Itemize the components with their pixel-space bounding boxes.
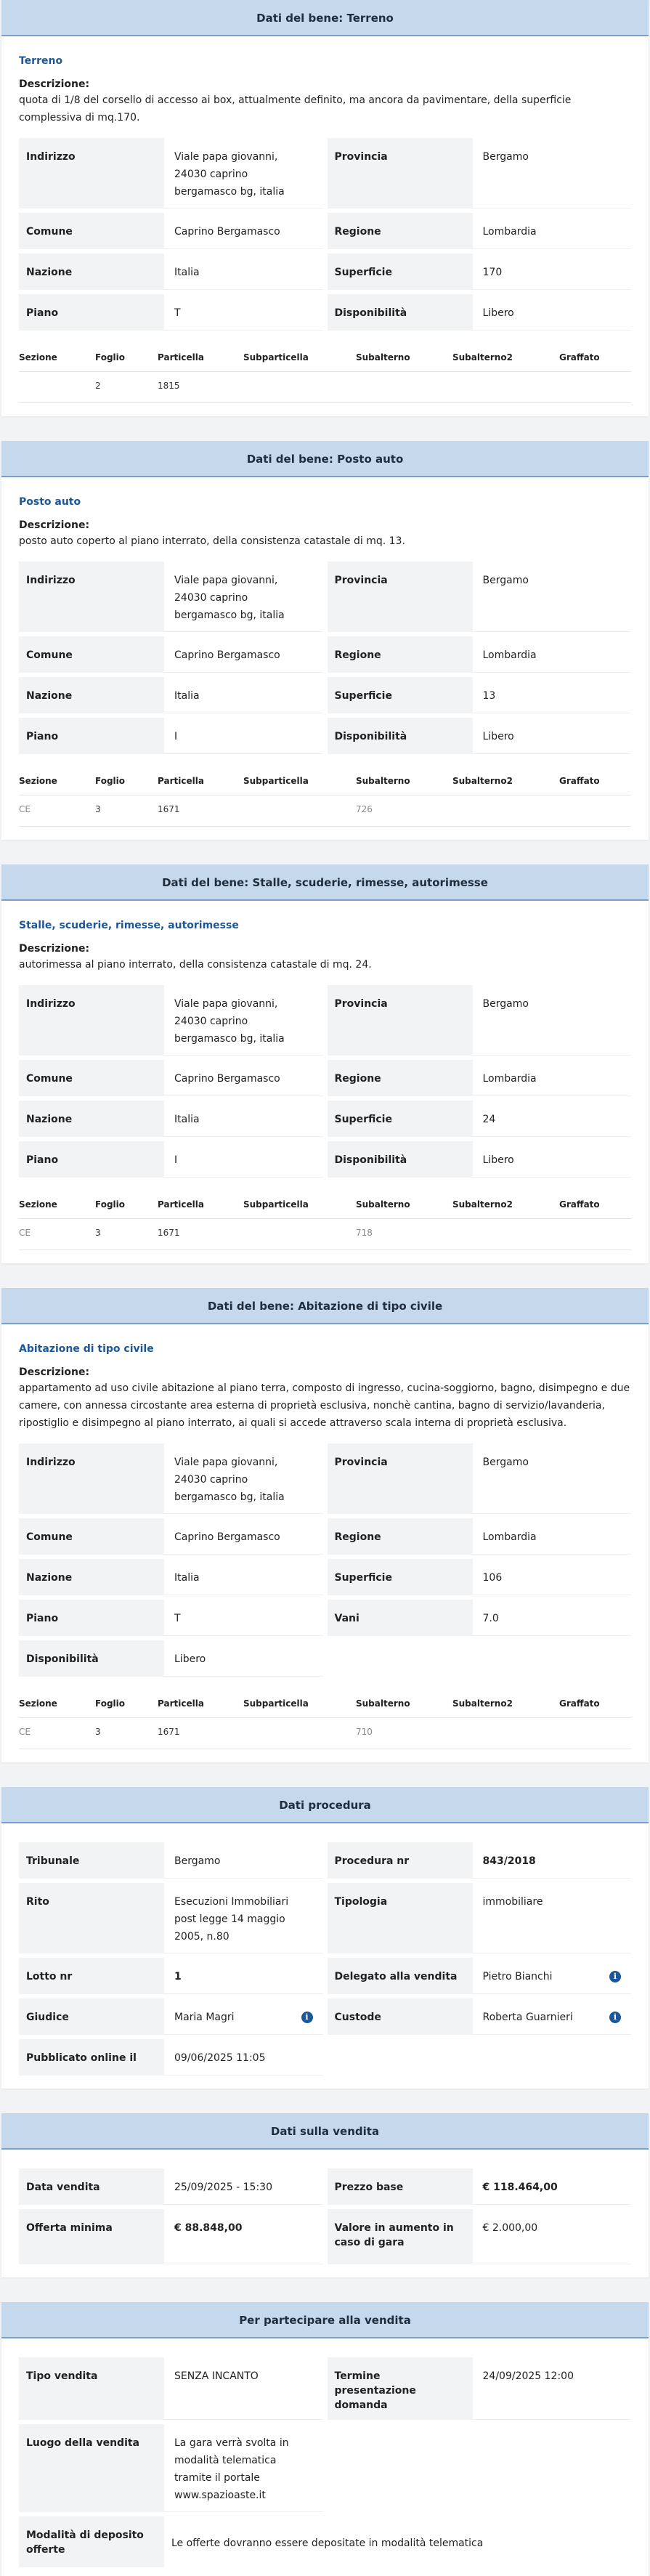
provincia-value: Bergamo <box>473 562 632 632</box>
cad-col-particella: Particella <box>158 776 204 786</box>
nazione-label: Nazione <box>19 254 164 290</box>
piano-value: I <box>164 1141 323 1178</box>
disponibilita-field <box>328 294 632 331</box>
regione-value: Lombardia <box>473 636 632 673</box>
comune-field <box>19 1518 323 1555</box>
bene-card <box>1 864 649 1263</box>
termine-value: 24/09/2025 12:00 <box>473 2357 632 2420</box>
piano-field <box>19 1600 323 1636</box>
luogo-field <box>19 2424 323 2512</box>
bene-header: Dati del bene: Stalle, scuderie, rimesse, autorimesse <box>1 864 649 901</box>
cadastral-table <box>19 1698 631 1749</box>
table-row <box>19 1718 631 1749</box>
procedura-nr-value: 843/2018 <box>473 1842 632 1879</box>
provincia-value: Bergamo <box>473 1443 632 1514</box>
comune-label: Comune <box>19 636 164 673</box>
piano-field <box>19 294 323 331</box>
cad-particella: 1671 <box>158 1727 180 1737</box>
data-vendita-field <box>19 2168 323 2205</box>
cad-col-foglio: Foglio <box>95 776 126 786</box>
nazione-value: Italia <box>164 254 323 290</box>
cad-subparticella <box>243 381 356 391</box>
superficie-field <box>328 1101 632 1137</box>
cad-col-particella: Particella <box>158 1698 204 1709</box>
termine-field <box>328 2357 632 2420</box>
cad-subparticella <box>243 804 356 814</box>
info-icon[interactable]: i <box>609 1971 621 1982</box>
cad-subparticella <box>243 1228 356 1238</box>
disponibilita-label: Disponibilità <box>19 1640 164 1677</box>
bene-header: Dati del bene: Abitazione di tipo civile <box>1 1288 649 1324</box>
cad-subalterno2 <box>452 804 559 814</box>
regione-label: Regione <box>328 636 473 673</box>
cadastral-table <box>19 352 631 403</box>
piano-label: Piano <box>19 1600 164 1636</box>
bene-subtitle: Posto auto <box>19 496 81 508</box>
cad-col-subalterno2: Subalterno2 <box>452 1698 513 1709</box>
bene-subtitle: Abitazione di tipo civile <box>19 1343 154 1355</box>
cad-col-foglio: Foglio <box>95 1698 126 1709</box>
cad-col-sezione: Sezione <box>19 1199 57 1210</box>
regione-value: Lombardia <box>473 1060 632 1096</box>
custode-field <box>328 1998 632 2035</box>
tipo-vendita-value: SENZA INCANTO <box>164 2357 323 2420</box>
aumento-value: € 2.000,00 <box>473 2209 632 2264</box>
cad-foglio: 3 <box>95 1727 101 1737</box>
partecipare-card <box>1 2302 649 2576</box>
procedura-nr-label: Procedura nr <box>328 1842 473 1879</box>
lotto-value: 1 <box>164 1958 323 1994</box>
nazione-field <box>19 254 323 290</box>
superficie-label: Superficie <box>328 1101 473 1137</box>
info-icon[interactable]: i <box>609 2012 621 2023</box>
luogo-label: Luogo della vendita <box>19 2424 164 2512</box>
piano-field <box>19 1141 323 1178</box>
tipologia-field <box>328 1883 632 1953</box>
cad-subalterno <box>356 381 452 391</box>
piano-value: T <box>164 1600 323 1636</box>
aumento-label: Valore in aumento in caso di gara <box>328 2209 473 2264</box>
termine-label: Termine presentazione domanda <box>328 2357 473 2420</box>
tipologia-value: immobiliare <box>473 1883 632 1953</box>
tribunale-value: Bergamo <box>164 1842 323 1879</box>
cad-sezione: CE <box>19 804 31 814</box>
superficie-field <box>328 677 632 713</box>
cadastral-header-row <box>19 1698 631 1718</box>
piano-label: Piano <box>19 294 164 331</box>
cad-col-particella: Particella <box>158 1199 204 1210</box>
pubblicato-field <box>19 2039 323 2075</box>
cad-col-sezione: Sezione <box>19 352 57 362</box>
indirizzo-label: Indirizzo <box>19 985 164 1056</box>
provincia-label: Provincia <box>328 138 473 208</box>
superficie-value: 13 <box>473 677 632 713</box>
cad-subparticella <box>243 1727 356 1737</box>
custode-label: Custode <box>328 1998 473 2035</box>
provincia-field <box>328 985 632 1056</box>
cad-subalterno2 <box>452 1228 559 1238</box>
cad-foglio: 3 <box>95 1228 101 1238</box>
tribunale-field <box>19 1842 323 1879</box>
prezzo-base-label: Prezzo base <box>328 2168 473 2205</box>
cad-particella: 1671 <box>158 804 180 814</box>
pubblicato-label: Pubblicato online il <box>19 2039 164 2075</box>
superficie-label: Superficie <box>328 677 473 713</box>
vani-value: 7.0 <box>473 1600 632 1636</box>
deposito-field <box>19 2516 631 2567</box>
bene-subtitle: Stalle, scuderie, rimesse, autorimesse <box>19 920 239 931</box>
data-vendita-label: Data vendita <box>19 2168 164 2205</box>
cad-col-subalterno: Subalterno <box>356 352 410 362</box>
comune-value: Caprino Bergamasco <box>164 636 323 673</box>
comune-label: Comune <box>19 213 164 249</box>
lotto-field <box>19 1958 323 1994</box>
data-vendita-value: 25/09/2025 - 15:30 <box>164 2168 323 2205</box>
piano-field <box>19 718 323 754</box>
cad-col-subalterno2: Subalterno2 <box>452 352 513 362</box>
regione-label: Regione <box>328 1060 473 1096</box>
provincia-field <box>328 562 632 632</box>
vani-field <box>328 1600 632 1636</box>
regione-label: Regione <box>328 1518 473 1555</box>
piano-label: Piano <box>19 718 164 754</box>
luogo-value: La gara verrà svolta in modalità telematica tramite il portale www.spazioaste.it <box>164 2424 323 2512</box>
disponibilita-value: Libero <box>164 1640 323 1677</box>
regione-field <box>328 636 632 673</box>
aumento-field <box>328 2209 632 2264</box>
nazione-value: Italia <box>164 677 323 713</box>
cad-col-graffato: Graffato <box>559 1698 600 1709</box>
bene-subtitle: Terreno <box>19 55 63 67</box>
cad-col-subparticella: Subparticella <box>243 1199 309 1210</box>
cad-col-subparticella: Subparticella <box>243 1698 309 1709</box>
superficie-field <box>328 1559 632 1595</box>
cad-col-subalterno: Subalterno <box>356 776 410 786</box>
delegato-value: Pietro Bianchi <box>482 1971 553 1982</box>
nazione-value: Italia <box>164 1101 323 1137</box>
cad-subalterno: 710 <box>356 1727 373 1737</box>
description-label: Descrizione: <box>19 78 90 90</box>
cad-subalterno: 718 <box>356 1228 373 1238</box>
indirizzo-field <box>19 138 323 208</box>
delegato-field <box>328 1958 632 1994</box>
disponibilita-label: Disponibilità <box>328 294 473 331</box>
cad-particella: 1671 <box>158 1228 180 1238</box>
description-text: appartamento ad uso civile abitazione al piano terra, composto di ingresso, cucina-soggiorno, bagno, disimpegno e due camere, con annessa circostante area esterna di proprietà esclusiva, nonchè cantina, bagno di servizio/lavanderia, ripostiglio e disimpegno al piano interrato, ai quali si accede attraverso scala interna di proprietà esclusiva. <box>19 1382 630 1429</box>
giudice-value-wrap <box>164 1998 323 2035</box>
cad-col-subparticella: Subparticella <box>243 776 309 786</box>
vendita-header: Dati sulla vendita <box>1 2113 649 2150</box>
cad-graffato <box>559 381 632 391</box>
provincia-label: Provincia <box>328 985 473 1056</box>
indirizzo-field <box>19 985 323 1056</box>
cad-foglio: 2 <box>95 381 101 391</box>
superficie-field <box>328 254 632 290</box>
tipo-vendita-label: Tipo vendita <box>19 2357 164 2420</box>
cad-col-foglio: Foglio <box>95 1199 126 1210</box>
cad-col-subalterno: Subalterno <box>356 1698 410 1709</box>
cad-graffato <box>559 804 632 814</box>
indirizzo-label: Indirizzo <box>19 1443 164 1514</box>
giudice-field <box>19 1998 323 2035</box>
custode-value: Roberta Guarnieri <box>482 2012 573 2023</box>
nazione-label: Nazione <box>19 677 164 713</box>
vendita-card <box>1 2113 649 2277</box>
disponibilita-field <box>19 1640 323 1677</box>
nazione-value: Italia <box>164 1559 323 1595</box>
disponibilita-label: Disponibilità <box>328 1141 473 1178</box>
offerta-minima-value: € 88.848,00 <box>164 2209 323 2264</box>
indirizzo-field <box>19 1443 323 1514</box>
cad-graffato <box>559 1727 632 1737</box>
provincia-value: Bergamo <box>473 985 632 1056</box>
description-label: Descrizione: <box>19 1366 90 1378</box>
rito-label: Rito <box>19 1883 164 1953</box>
beni-list <box>1 0 649 1762</box>
provincia-field <box>328 1443 632 1514</box>
description-text: autorimessa al piano interrato, della consistenza catastale di mq. 24. <box>19 959 372 971</box>
indirizzo-label: Indirizzo <box>19 562 164 632</box>
description-text: posto auto coperto al piano interrato, della consistenza catastale di mq. 13. <box>19 535 405 547</box>
procedura-header: Dati procedura <box>1 1787 649 1823</box>
regione-label: Regione <box>328 213 473 249</box>
bene-header: Dati del bene: Terreno <box>1 0 649 36</box>
cad-sezione <box>19 381 95 391</box>
rito-value: Esecuzioni Immobiliari post legge 14 maggio 2005, n.80 <box>164 1883 323 1953</box>
procedura-card <box>1 1787 649 2089</box>
cad-sezione: CE <box>19 1228 31 1238</box>
nazione-field <box>19 677 323 713</box>
cad-col-subalterno: Subalterno <box>356 1199 410 1210</box>
indirizzo-label: Indirizzo <box>19 138 164 208</box>
indirizzo-value: Viale papa giovanni, 24030 caprino bergamasco bg, italia <box>164 985 323 1056</box>
comune-value: Caprino Bergamasco <box>164 1060 323 1096</box>
tribunale-label: Tribunale <box>19 1842 164 1879</box>
cad-col-subalterno2: Subalterno2 <box>452 776 513 786</box>
giudice-value: Maria Magri <box>174 2012 235 2023</box>
custode-value-wrap <box>473 1998 632 2035</box>
comune-label: Comune <box>19 1060 164 1096</box>
provincia-value: Bergamo <box>473 138 632 208</box>
cad-subalterno2 <box>452 1727 559 1737</box>
pubblicato-value: 09/06/2025 11:05 <box>164 2039 323 2075</box>
nazione-field <box>19 1101 323 1137</box>
delegato-value-wrap <box>473 1958 632 1994</box>
cad-col-graffato: Graffato <box>559 1199 600 1210</box>
cad-col-foglio: Foglio <box>95 352 126 362</box>
disponibilita-value: Libero <box>473 718 632 754</box>
cad-col-sezione: Sezione <box>19 776 57 786</box>
cad-subalterno2 <box>452 381 559 391</box>
regione-field <box>328 1518 632 1555</box>
cadastral-table <box>19 1199 631 1250</box>
comune-field <box>19 636 323 673</box>
info-icon[interactable]: i <box>301 2012 313 2023</box>
procedura-nr-field <box>328 1842 632 1879</box>
nazione-field <box>19 1559 323 1595</box>
cadastral-header-row <box>19 352 631 372</box>
tipologia-label: Tipologia <box>328 1883 473 1953</box>
offerta-minima-label: Offerta minima <box>19 2209 164 2264</box>
nazione-label: Nazione <box>19 1559 164 1595</box>
cad-particella: 1815 <box>158 381 180 391</box>
cad-col-particella: Particella <box>158 352 204 362</box>
disponibilita-value: Libero <box>473 294 632 331</box>
cad-col-subalterno2: Subalterno2 <box>452 1199 513 1210</box>
piano-value: I <box>164 718 323 754</box>
offerta-minima-field <box>19 2209 323 2264</box>
nazione-label: Nazione <box>19 1101 164 1137</box>
table-row <box>19 795 631 827</box>
disponibilita-field <box>328 1141 632 1178</box>
description-text: quota di 1/8 del corsello di accesso ai box, attualmente definito, ma ancora da pavimentare, della superficie complessiva di mq.170. <box>19 94 572 123</box>
superficie-label: Superficie <box>328 1559 473 1595</box>
regione-value: Lombardia <box>473 213 632 249</box>
superficie-label: Superficie <box>328 254 473 290</box>
vani-label: Vani <box>328 1600 473 1636</box>
disponibilita-label: Disponibilità <box>328 718 473 754</box>
indirizzo-value: Viale papa giovanni, 24030 caprino bergamasco bg, italia <box>164 138 323 208</box>
cadastral-table <box>19 776 631 827</box>
tipo-vendita-field <box>19 2357 323 2420</box>
cad-subalterno: 726 <box>356 804 373 814</box>
superficie-value: 106 <box>473 1559 632 1595</box>
cad-col-graffato: Graffato <box>559 776 600 786</box>
comune-label: Comune <box>19 1518 164 1555</box>
regione-field <box>328 1060 632 1096</box>
provincia-label: Provincia <box>328 562 473 632</box>
deposito-value: Le offerte dovranno essere depositate in modalità telematica <box>171 2537 484 2549</box>
cad-col-sezione: Sezione <box>19 1698 57 1709</box>
bene-header: Dati del bene: Posto auto <box>1 441 649 477</box>
comune-value: Caprino Bergamasco <box>164 1518 323 1555</box>
provincia-field <box>328 138 632 208</box>
piano-label: Piano <box>19 1141 164 1178</box>
indirizzo-value: Viale papa giovanni, 24030 caprino bergamasco bg, italia <box>164 562 323 632</box>
bene-card <box>1 441 649 840</box>
table-row <box>19 372 631 403</box>
description-label: Descrizione: <box>19 943 90 955</box>
cad-foglio: 3 <box>95 804 101 814</box>
indirizzo-field <box>19 562 323 632</box>
regione-value: Lombardia <box>473 1518 632 1555</box>
cadastral-header-row <box>19 776 631 795</box>
prezzo-base-field <box>328 2168 632 2205</box>
delegato-label: Delegato alla vendita <box>328 1958 473 1994</box>
cadastral-header-row <box>19 1199 631 1219</box>
cad-graffato <box>559 1228 632 1238</box>
deposito-label: Modalità di deposito offerte <box>19 2516 164 2567</box>
description-label: Descrizione: <box>19 519 90 531</box>
piano-value: T <box>164 294 323 331</box>
indirizzo-value: Viale papa giovanni, 24030 caprino bergamasco bg, italia <box>164 1443 323 1514</box>
lotto-label: Lotto nr <box>19 1958 164 1994</box>
prezzo-base-value: € 118.464,00 <box>473 2168 632 2205</box>
comune-value: Caprino Bergamasco <box>164 213 323 249</box>
cad-col-graffato: Graffato <box>559 352 600 362</box>
giudice-label: Giudice <box>19 1998 164 2035</box>
bene-card <box>1 1288 649 1762</box>
bene-card <box>1 0 649 416</box>
cad-sezione: CE <box>19 1727 31 1737</box>
superficie-value: 170 <box>473 254 632 290</box>
comune-field <box>19 213 323 249</box>
provincia-label: Provincia <box>328 1443 473 1514</box>
disponibilita-value: Libero <box>473 1141 632 1178</box>
table-row <box>19 1219 631 1250</box>
superficie-value: 24 <box>473 1101 632 1137</box>
partecipare-header: Per partecipare alla vendita <box>1 2302 649 2338</box>
rito-field <box>19 1883 323 1953</box>
regione-field <box>328 213 632 249</box>
cad-col-subparticella: Subparticella <box>243 352 309 362</box>
comune-field <box>19 1060 323 1096</box>
disponibilita-field <box>328 718 632 754</box>
